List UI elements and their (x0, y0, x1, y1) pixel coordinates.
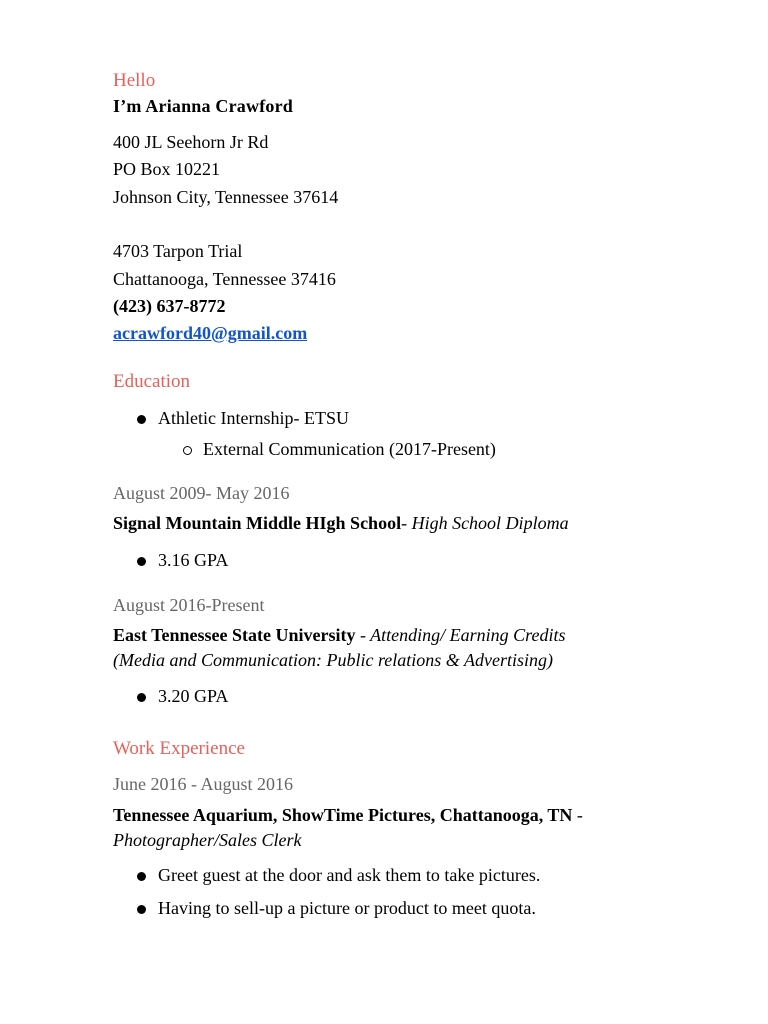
school1-gpa: 3.16 GPA (158, 550, 229, 570)
bullet-icon (137, 872, 146, 881)
work-heading: Work Experience (113, 738, 245, 759)
address2-line2: Chattanooga, Tennessee 37416 (113, 269, 336, 289)
job1-dash: - (572, 805, 583, 825)
school1-name: Signal Mountain Middle HIgh School (113, 513, 402, 533)
school2-detail: - Attending/ Earning Credits (355, 625, 566, 645)
school1-dates: August 2009- May 2016 (113, 483, 290, 503)
job1-employer: Tennessee Aquarium, ShowTime Pictures, Chattanooga, TN (113, 805, 573, 825)
education-heading: Education (113, 371, 191, 392)
school2-line (113, 625, 566, 646)
school1-line (113, 513, 569, 534)
bullet-icon (137, 693, 146, 702)
job1-role: Photographer/Sales Clerk (113, 830, 302, 850)
school1-detail: - High School Diploma (401, 513, 569, 533)
school2-gpa: 3.20 GPA (158, 686, 229, 706)
job1-line (113, 805, 583, 826)
internship-sub: External Communication (2017-Present) (203, 439, 496, 459)
job1-bullet-2: Having to sell-up a picture or product to meet quota. (158, 898, 536, 918)
bullet-icon (137, 557, 146, 566)
sub-bullet-icon (183, 446, 192, 455)
job1-bullet-1: Greet guest at the door and ask them to take pictures. (158, 865, 541, 885)
job1-dates: June 2016 - August 2016 (113, 774, 293, 794)
school2-detail2: (Media and Communication: Public relations & Advertising) (113, 650, 553, 670)
school2-name: East Tennessee State University (113, 625, 356, 645)
address1-line2: PO Box 10221 (113, 159, 221, 179)
address1-line1: 400 JL Seehorn Jr Rd (113, 132, 269, 152)
address1-line3: Johnson City, Tennessee 37614 (113, 187, 339, 207)
greeting-heading: Hello (113, 70, 156, 91)
bullet-icon (137, 905, 146, 914)
address2-line1: 4703 Tarpon Trial (113, 241, 243, 261)
phone-number: (423) 637-8772 (113, 296, 226, 316)
bullet-icon (137, 415, 146, 424)
email-link[interactable]: acrawford40@gmail.com (113, 323, 308, 343)
name-line: I’m Arianna Crawford (113, 96, 293, 116)
school2-dates: August 2016-Present (113, 595, 265, 615)
internship-title: Athletic Internship- ETSU (158, 408, 349, 428)
